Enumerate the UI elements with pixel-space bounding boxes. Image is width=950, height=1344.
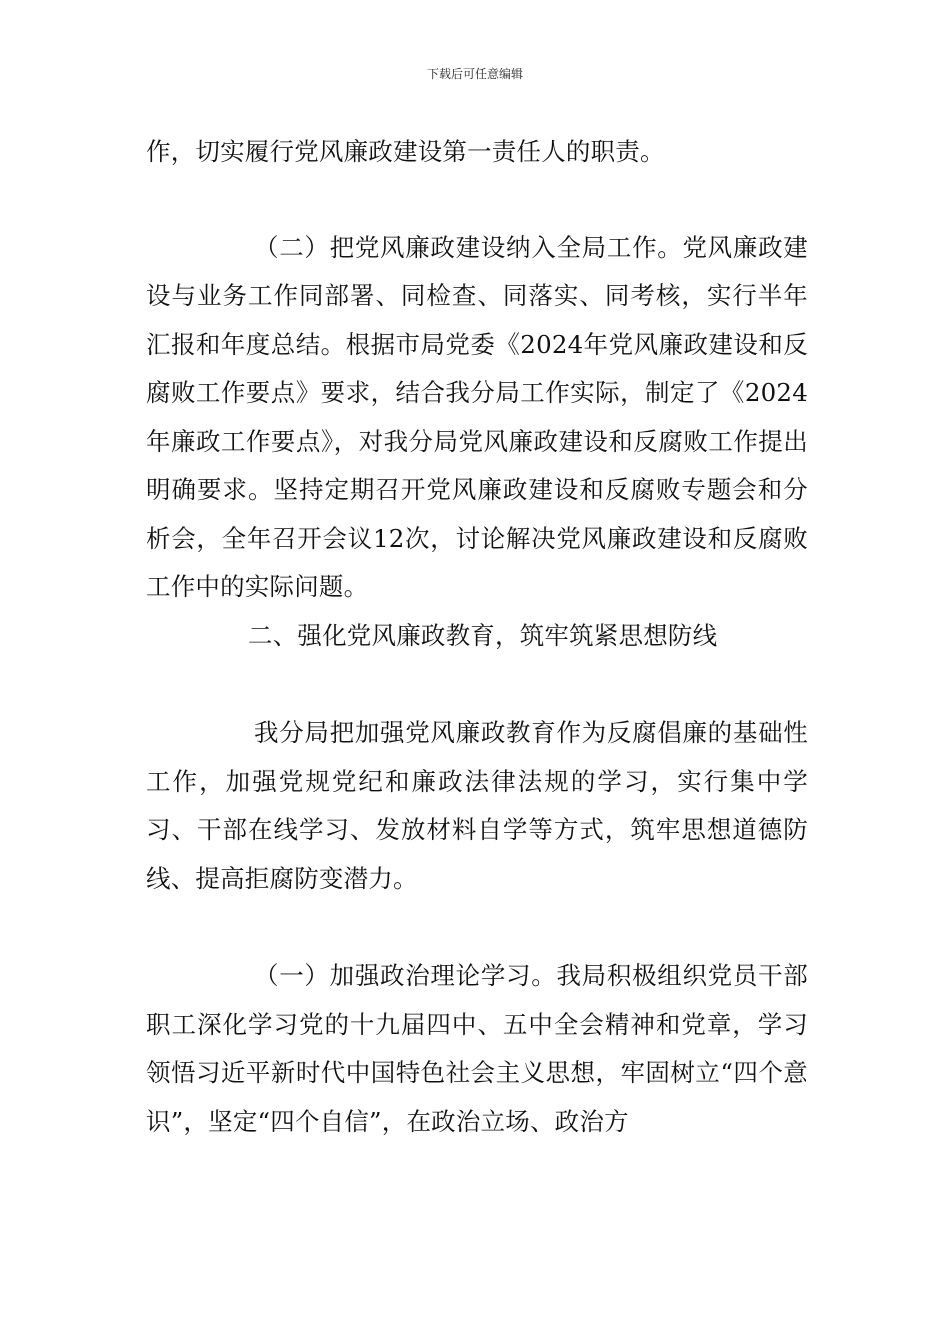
document-body [146,128,808,1146]
paragraph-education-intro: 我分局把加强党风廉政教育作为反腐倡廉的基础性工作，加强党规党纪和廉政法律法规的学习，实行集中学习、干部在线学习、发放材料自学等方式，筑牢思想道德防线、提高拒腐防变潜力。 [146,718,808,893]
paragraph-theory-study: （一）加强政治理论学习。我局积极组织党员干部职工深化学习党的十九届四中、五中全会精神和党章，学习领悟习近平新时代中国特色社会主义思想，牢固树立“四个意识”，坚定“四个自信”，在政治立场、政治方 [146,961,808,1136]
section-heading: 二、强化党风廉政教育，筑牢筑紧思想防线 [248,620,718,650]
paragraph-continuation: 作，切实履行党风廉政建设第一责任人的职责。 [146,137,665,166]
page-header-note: 下载后可任意编辑 [426,67,523,81]
paragraph-section-2: （二）把党风廉政建设纳入全局工作。党风廉政建设与业务工作同部署、同检查、同落实、同考核，实行半年汇报和年度总结。根据市局党委《2024年党风廉政建设和反腐败工作要点》要求，结合我分局工作实际，制定了《2024年廉政工作要点》，对我分局党风廉政建设和反腐败工作提出明确要求。坚持定期召开党风廉政建设和反腐败专题会和分析会，全年召开会议12次，讨论解决党风廉政建设和反腐败工作中的实际问题。 [146,232,808,601]
